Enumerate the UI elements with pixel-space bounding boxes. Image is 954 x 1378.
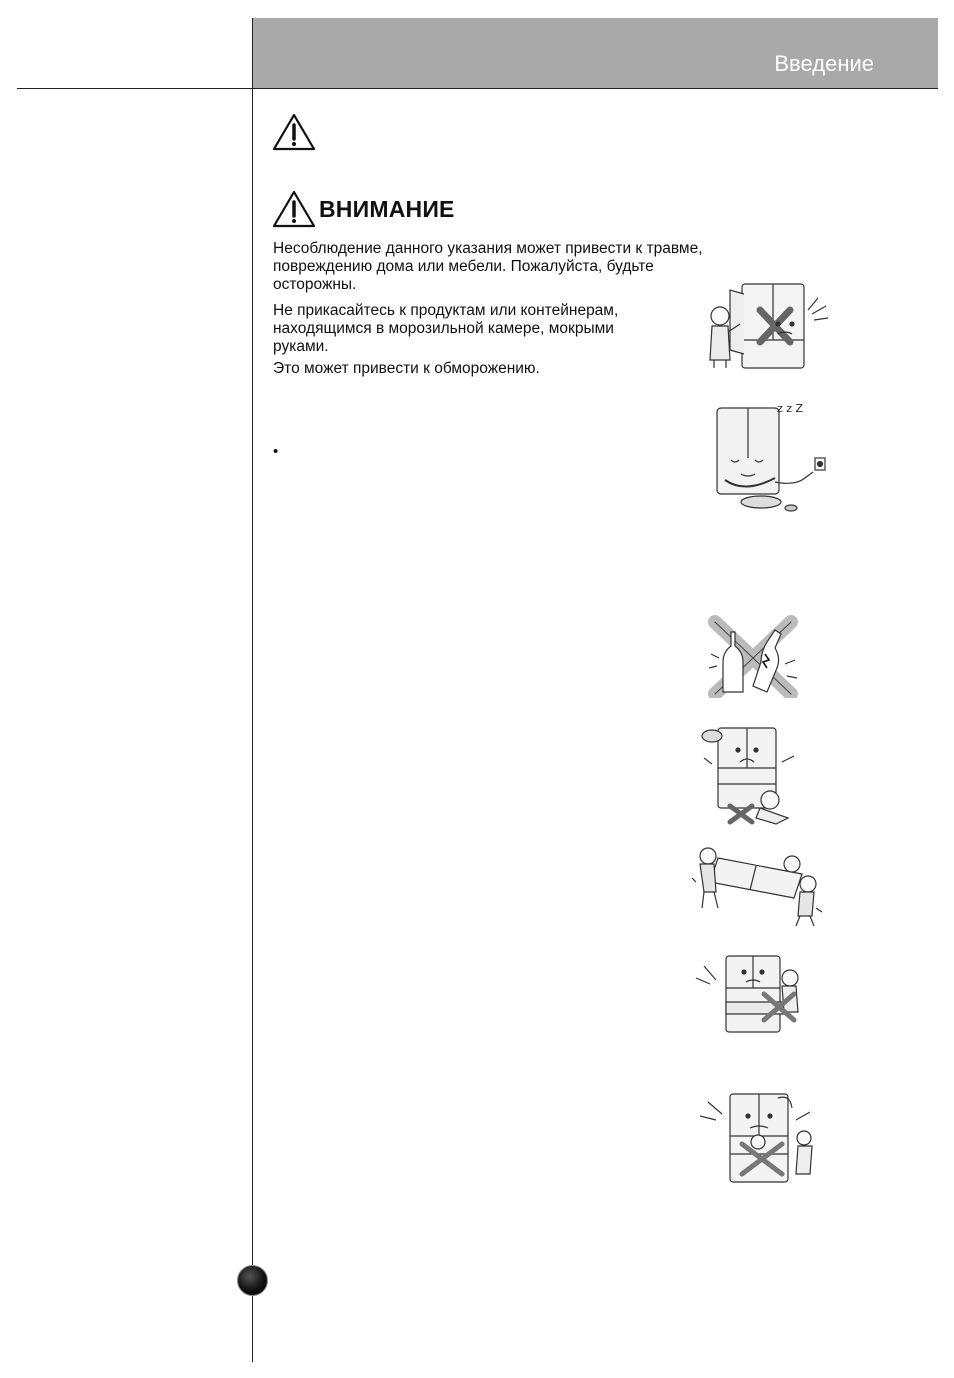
warning-icon (271, 112, 317, 152)
vertical-rule (252, 18, 253, 1362)
header-bar (253, 18, 938, 88)
sleeping-fridge-unplugged-illustration (705, 398, 835, 516)
svg-text:z z Z: z z Z (777, 402, 804, 415)
child-climbing-fridge-illustration (686, 1090, 822, 1186)
caution-text-wet-hands: Не прикасайтесь к продуктам или контейнерам, находящимся в морозильной камере, мокрыми руками. (273, 302, 619, 355)
movers-carrying-fridge-illustration (690, 838, 824, 928)
caution-text-frostbite: Это может привести к обморожению. (273, 360, 540, 377)
caution-label: ВНИМАНИЕ (319, 195, 455, 222)
page-marker-dot (237, 1265, 268, 1296)
child-on-drawer-illustration (690, 950, 812, 1034)
child-under-fridge-illustration (700, 722, 800, 826)
list-bullet: • (273, 443, 279, 460)
caution-icon (271, 189, 317, 229)
girl-frozen-fridge-illustration (700, 280, 840, 372)
horizontal-rule (17, 88, 938, 89)
crossed-bottles-illustration (705, 614, 801, 698)
caution-text-injury: Несоблюдение данного указания может привести к травме, повреждению дома или мебели. Пожалуйста, будьте осторожны. (273, 240, 703, 293)
section-title: Введение (774, 51, 874, 76)
caution-heading (271, 188, 455, 230)
